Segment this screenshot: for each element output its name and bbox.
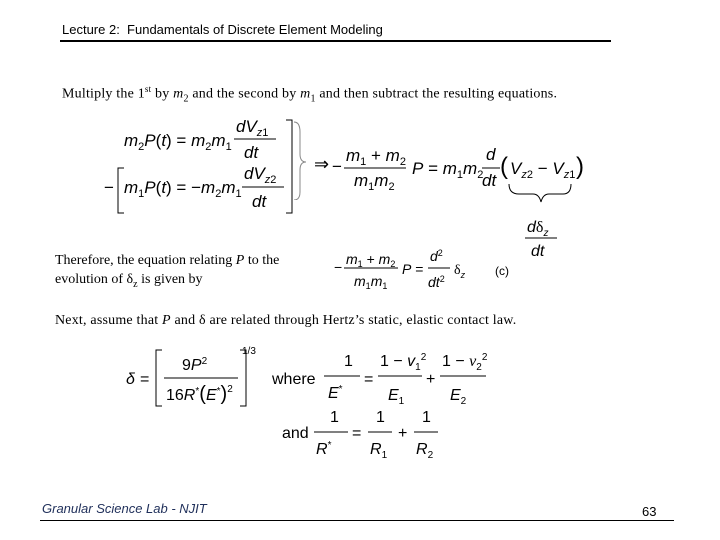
- svg-text:=: =: [352, 425, 362, 442]
- svg-text:): ): [576, 153, 584, 180]
- footer-rule: [40, 520, 674, 521]
- svg-text:E2: $E_2$: [450, 387, 467, 407]
- svg-text:dt: dt: [482, 171, 497, 190]
- hertz-law: [124, 342, 494, 462]
- svg-text:1: 1: [422, 409, 431, 426]
- svg-text:E1: $E_1$: [388, 387, 405, 407]
- svg-text:dVz2: $dV_z2$: [244, 164, 277, 186]
- svg-text:R2: $R_2$: [416, 441, 434, 461]
- svg-text:m1P(t) = −m2m1: $m_1P(t) = -m_2m_1$: [124, 178, 242, 200]
- svg-text:m1 + m2: $m_1 + m_2$: [346, 146, 406, 168]
- svg-text:dt2: $dt^2$: [428, 274, 445, 290]
- equation-label: (c): [495, 264, 509, 278]
- svg-text:d2: $d^2$: [430, 248, 443, 264]
- svg-text:1: 1: [344, 353, 353, 370]
- footer-lab-name: Granular Science Lab - NJIT: [42, 501, 207, 516]
- svg-text:and: and: [282, 425, 309, 442]
- svg-text:E*: E*: [328, 384, 343, 402]
- therefore-text: Therefore, the equation relating P to the evolution of $\delta_z$ is given by: [55, 253, 280, 290]
- svg-text:P = m1m2: $P = m_1m_2$: [412, 159, 484, 181]
- svg-text:9P2: $9P^2$: [182, 356, 208, 374]
- svg-text:(: (: [500, 153, 508, 180]
- svg-text:1/3: 1/3: [242, 346, 256, 357]
- svg-text:dt: dt: [531, 243, 545, 260]
- svg-text:m1 + m2: $m_1 + m_2$: [346, 251, 396, 269]
- svg-text:where: where: [272, 371, 316, 388]
- svg-text:dt: dt: [244, 143, 259, 162]
- svg-text:R1: $R_1$: [370, 441, 388, 461]
- svg-text:Vz2 − Vz1: $V_z2 - V_z1$: [510, 159, 576, 181]
- svg-text:δ: δ: [126, 371, 135, 388]
- lecture-number: Lecture 2: [62, 22, 117, 37]
- svg-text:=: =: [364, 371, 374, 388]
- next-text: Next, assume that P and δ are related through Hertz’s static, elastic contact law.: [55, 313, 517, 328]
- svg-text:m1m2: $m_1m_2$: [354, 171, 395, 192]
- header-rule: [60, 40, 611, 42]
- svg-text:m1m1: $m_1m_1$: [354, 273, 388, 291]
- svg-text:+: +: [426, 371, 436, 388]
- svg-text:⇒: ⇒: [314, 154, 330, 174]
- svg-text:δz: $\delta_z$: [454, 263, 466, 280]
- svg-text:m2P(t) = m2m1: $m_2P(t) = m_2m_1$: [124, 131, 232, 153]
- svg-text:dVz1: $dV_z1$: [236, 117, 269, 139]
- page-number: 63: [642, 504, 657, 519]
- svg-text:+: +: [398, 425, 408, 442]
- svg-text:−: −: [104, 178, 114, 197]
- svg-text:1: 1: [330, 409, 339, 426]
- equation-system: [100, 112, 306, 218]
- svg-text:d: d: [486, 145, 496, 164]
- svg-text:P =: P =: [402, 261, 424, 277]
- svg-text:−: −: [334, 259, 343, 275]
- svg-text:1 − v12: $1 - v_1^2$: [380, 352, 427, 373]
- svg-text:dt: dt: [252, 192, 267, 211]
- lecture-title: Fundamentals of Discrete Element Modeling: [127, 22, 383, 37]
- equation-c: [332, 246, 482, 296]
- svg-text:R*: R*: [316, 440, 332, 458]
- svg-text:1 − ν22: $1 - \nu_2^2$: [442, 352, 488, 373]
- underbrace-derivative: [505, 180, 575, 262]
- svg-text:dδz: $d\delta_z$: [527, 219, 549, 239]
- svg-text:−: −: [332, 157, 342, 176]
- svg-text:1: 1: [376, 409, 385, 426]
- header-title: Lecture 2: Fundamentals of Discrete Element Modeling: [62, 22, 383, 37]
- svg-text:=: =: [140, 371, 150, 388]
- intro-text: Multiply the 1st by $m_2$ and the second by $m_1$ and then subtract the resulting equations.: [62, 84, 558, 105]
- svg-text:16R*(E*)2: $16R^*(E^*)^2$: [166, 383, 233, 405]
